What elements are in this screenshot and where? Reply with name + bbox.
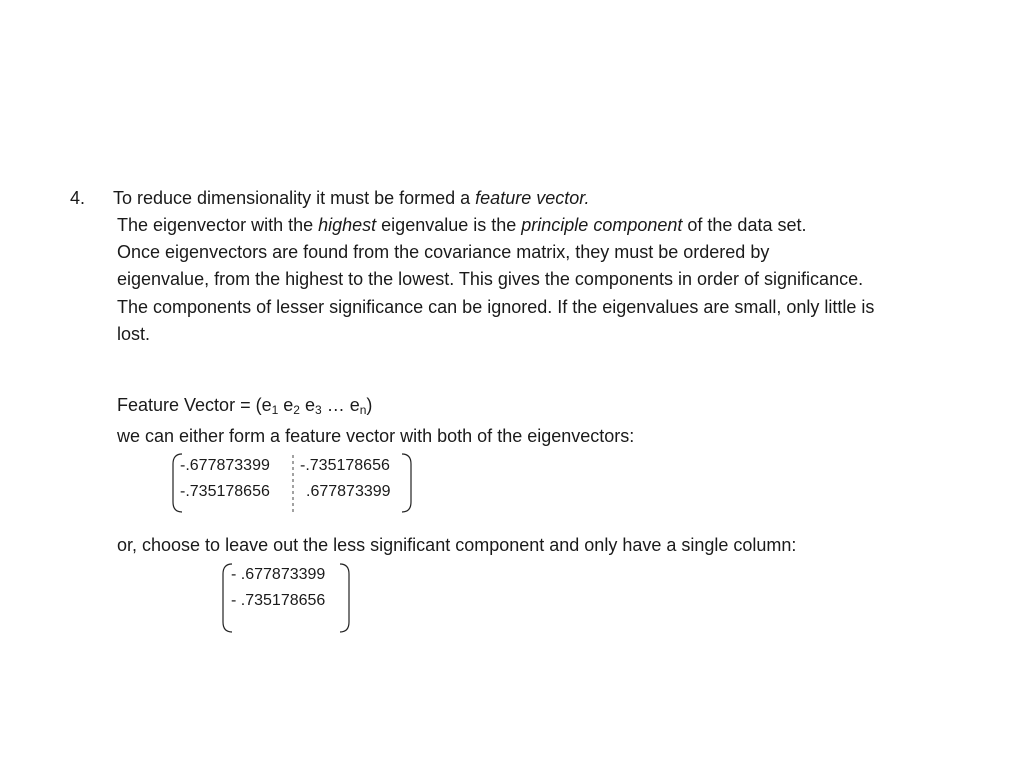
either-text: we can either form a feature vector with both of the eigenvectors: [117,426,635,446]
paragraph-line-3: The components of lesser significance can be ignored. If the eigenvalues are small, only little is [117,297,875,317]
pc-text-b: highest [318,215,377,235]
feature-vector-formula [117,392,372,419]
pc-text-c: eigenvalue is the [376,215,522,235]
or-text: or, choose to leave out the less significant component and only have a single column: [117,535,797,555]
pc-text-d: principle component [521,215,683,235]
single-matrix-cell-1: - .677873399 [231,566,326,583]
paragraph-line-2: eigenvalue, from the highest to the lowest. This gives the components in order of significance. [117,269,864,289]
fv-mid-2: e [299,395,315,415]
fv-sub-n: n [359,403,367,417]
single-matrix-cell-2: - .735178656 [231,592,326,609]
pc-text-e: of the data set. [682,215,807,235]
fv-mid-1: e [278,395,294,415]
fv-sub-1: 1 [271,403,279,417]
matrix-cell-r1c1: -.677873399 [180,457,270,474]
matrix-cell-r2c2: .677873399 [306,483,391,500]
paragraph-line-1: Once eigenvectors are found from the covariance matrix, they must be ordered by [117,242,770,262]
intro-text: To reduce dimensionality it must be formed a [113,188,476,208]
fv-mid-3: … e [321,395,360,415]
principal-component-line [117,212,806,239]
fv-prefix: Feature Vector = (e [117,395,272,415]
matrix-cell-r1c2: -.735178656 [300,457,390,474]
paragraph-line-4: lost. [117,324,151,344]
list-number: 4. [70,188,86,208]
matrix-cell-r2c1: -.735178656 [180,483,270,500]
intro-line [113,185,590,212]
fv-sub-3: 3 [315,403,322,417]
fv-suffix: ) [366,395,373,415]
intro-emphasis: feature vector. [475,188,590,208]
pc-text-a: The eigenvector with the [117,215,319,235]
fv-sub-2: 2 [293,403,300,417]
